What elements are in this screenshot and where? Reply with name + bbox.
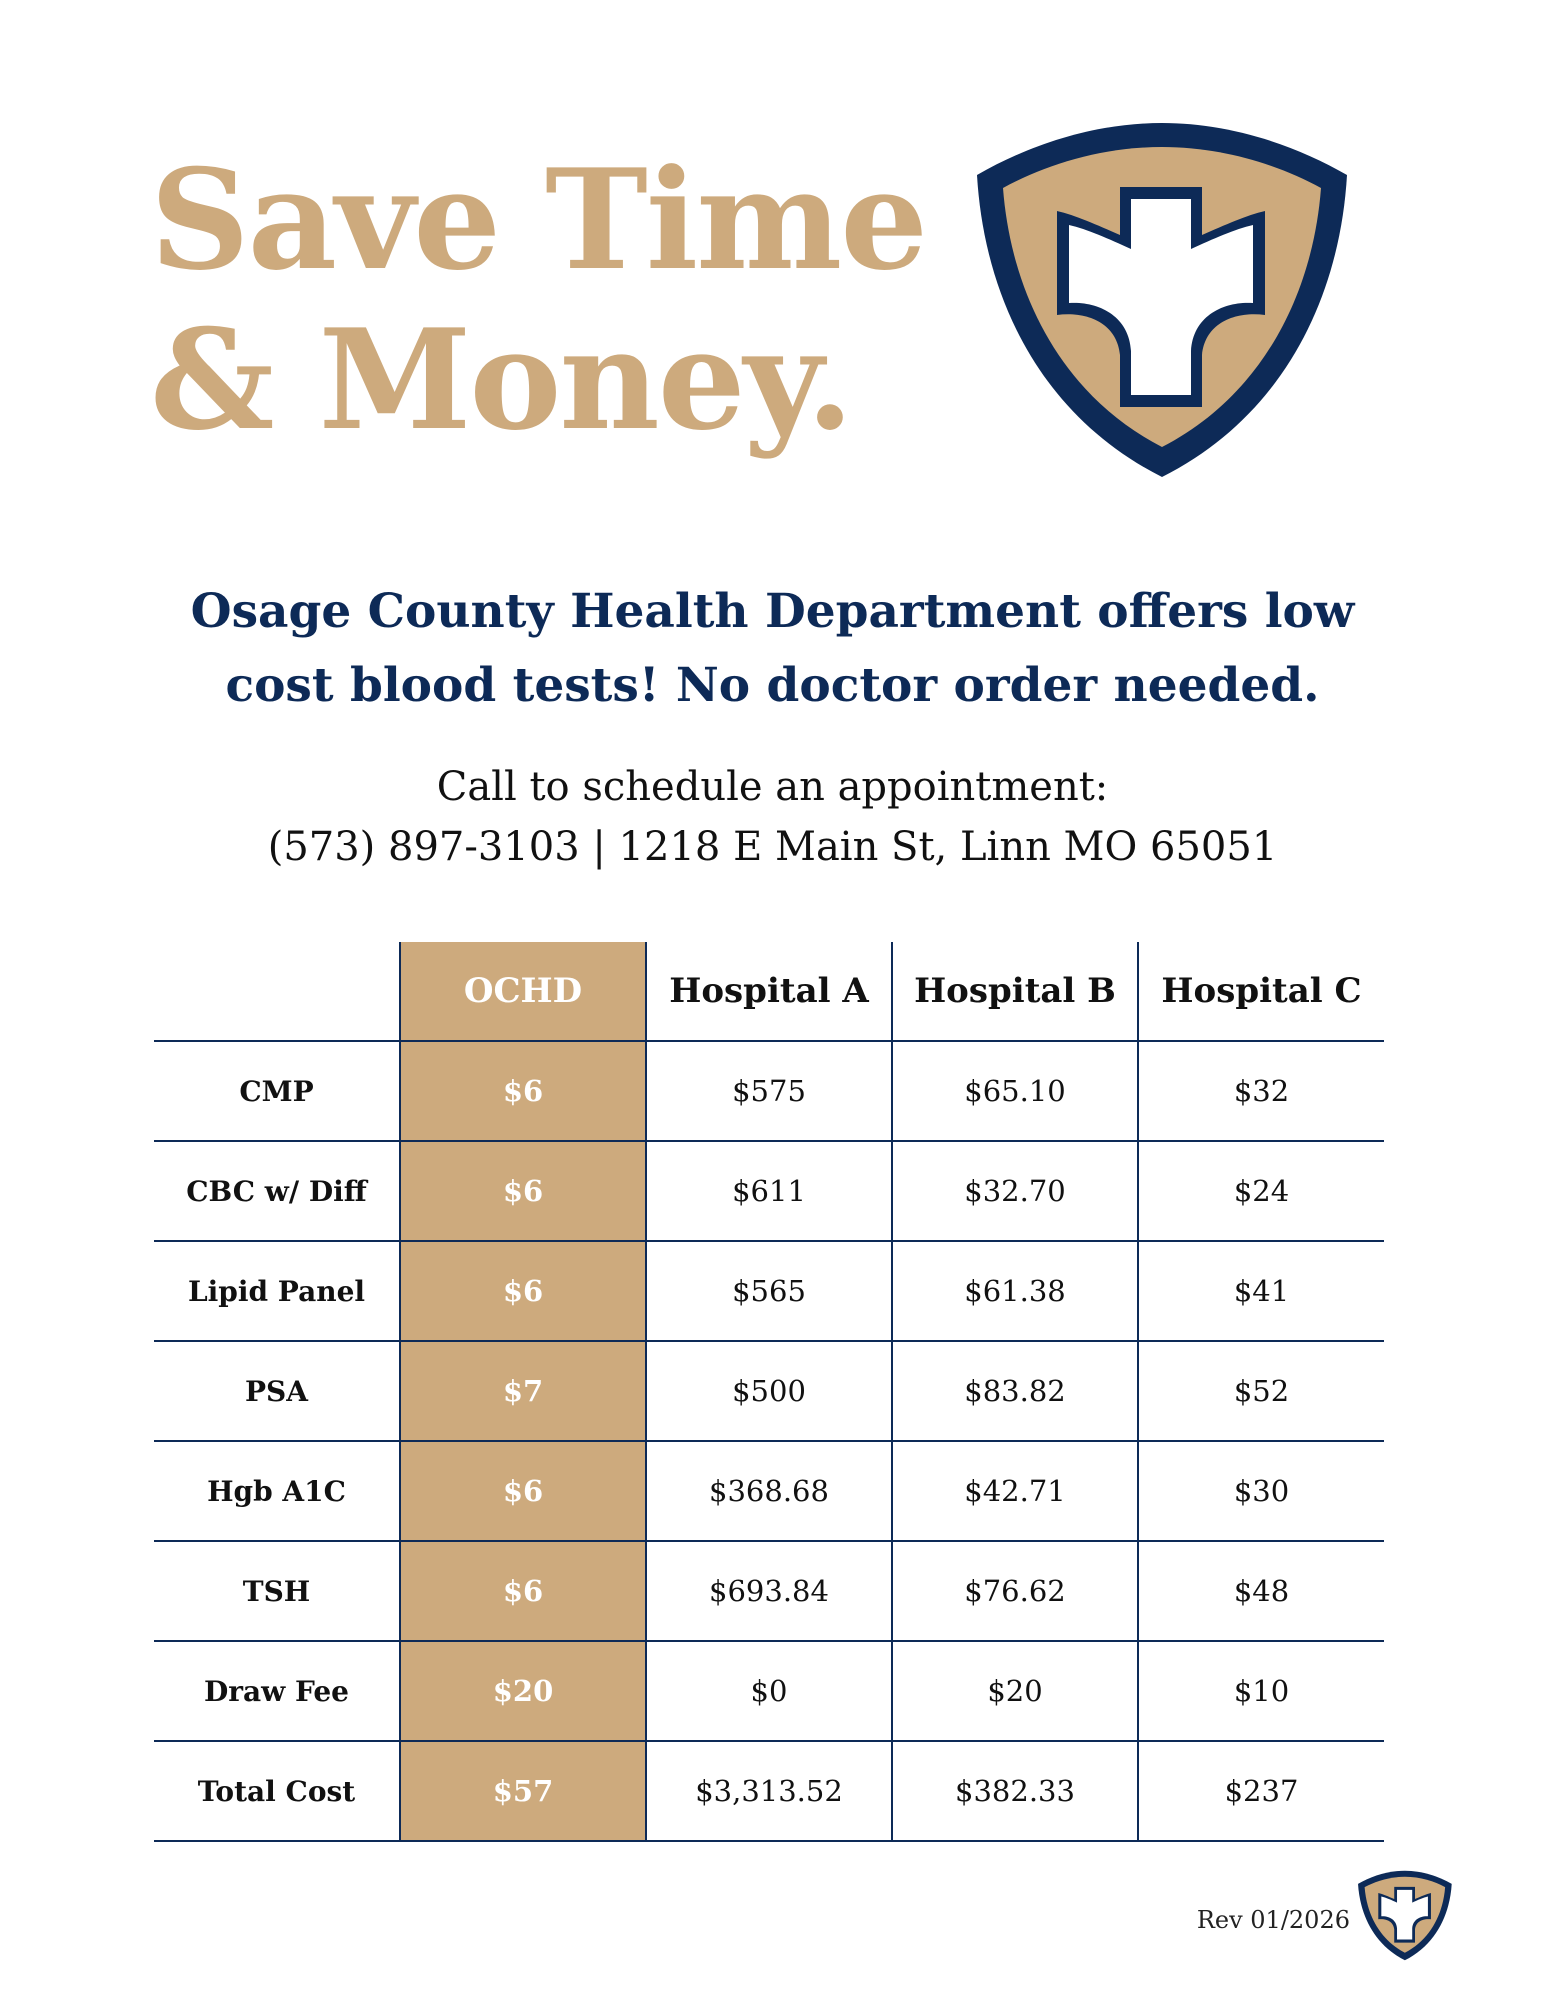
test-name: CBC w/ Diff: [154, 1141, 400, 1241]
headline-line-2: & Money.: [150, 298, 852, 461]
price-ochd: $20: [400, 1641, 646, 1741]
table-row: [154, 1741, 1384, 1841]
price-hospital-b: $61.38: [892, 1241, 1138, 1341]
price-hospital-c: $41: [1138, 1241, 1384, 1341]
price-ochd: $6: [400, 1541, 646, 1641]
contact-phone-address: (573) 897-3103 | 1218 E Main St, Linn MO 65051: [267, 824, 1278, 870]
price-hospital-a: $0: [646, 1641, 892, 1741]
table-row: [154, 1041, 1384, 1141]
price-ochd: $7: [400, 1341, 646, 1441]
header-corner: [154, 942, 400, 1041]
price-hospital-b: $76.62: [892, 1541, 1138, 1641]
price-hospital-b: $83.82: [892, 1341, 1138, 1441]
shield-cross-icon: [965, 115, 1360, 485]
price-hospital-b: $20: [892, 1641, 1138, 1741]
price-hospital-b: $65.10: [892, 1041, 1138, 1141]
test-name: Draw Fee: [154, 1641, 400, 1741]
table-row: [154, 1641, 1384, 1741]
subhead-line-1: Osage County Health Department offers low: [190, 584, 1355, 639]
price-hospital-c: $24: [1138, 1141, 1384, 1241]
header-hospital-c: Hospital C: [1138, 942, 1384, 1041]
test-name: CMP: [154, 1041, 400, 1141]
table-header-row: [154, 942, 1384, 1041]
header-hospital-a: Hospital A: [646, 942, 892, 1041]
test-name: TSH: [154, 1541, 400, 1641]
price-hospital-a: $575: [646, 1041, 892, 1141]
price-hospital-c: $237: [1138, 1741, 1384, 1841]
price-ochd: $57: [400, 1741, 646, 1841]
price-hospital-a: $368.68: [646, 1441, 892, 1541]
contact-call-text: Call to schedule an appointment:: [436, 764, 1109, 810]
revision-label: Rev 01/2026: [1196, 1906, 1350, 1934]
price-hospital-a: $500: [646, 1341, 892, 1441]
price-hospital-a: $3,313.52: [646, 1741, 892, 1841]
price-ochd: $6: [400, 1141, 646, 1241]
price-hospital-a: $611: [646, 1141, 892, 1241]
price-ochd: $6: [400, 1041, 646, 1141]
table-row: [154, 1341, 1384, 1441]
price-ochd: $6: [400, 1241, 646, 1341]
table-row: [154, 1441, 1384, 1541]
price-hospital-c: $10: [1138, 1641, 1384, 1741]
header-hospital-b: Hospital B: [892, 942, 1138, 1041]
contact-info: [150, 757, 1395, 877]
price-hospital-b: $382.33: [892, 1741, 1138, 1841]
test-name: PSA: [154, 1341, 400, 1441]
price-ochd: $6: [400, 1441, 646, 1541]
headline: [150, 140, 926, 460]
price-hospital-c: $48: [1138, 1541, 1384, 1641]
price-hospital-a: $565: [646, 1241, 892, 1341]
subhead: [150, 575, 1395, 723]
test-name: Lipid Panel: [154, 1241, 400, 1341]
table-row: [154, 1241, 1384, 1341]
test-name: Total Cost: [154, 1741, 400, 1841]
price-comparison-table: [154, 942, 1384, 1842]
table-row: [154, 1141, 1384, 1241]
price-hospital-b: $32.70: [892, 1141, 1138, 1241]
header-ochd: OCHD: [400, 942, 646, 1041]
test-name: Hgb A1C: [154, 1441, 400, 1541]
shield-cross-icon: [1355, 1868, 1455, 1963]
price-hospital-c: $32: [1138, 1041, 1384, 1141]
price-hospital-a: $693.84: [646, 1541, 892, 1641]
table-row: [154, 1541, 1384, 1641]
headline-line-1: Save Time: [150, 138, 927, 301]
price-hospital-c: $30: [1138, 1441, 1384, 1541]
price-hospital-b: $42.71: [892, 1441, 1138, 1541]
price-hospital-c: $52: [1138, 1341, 1384, 1441]
subhead-line-2: cost blood tests! No doctor order needed.: [225, 658, 1320, 713]
